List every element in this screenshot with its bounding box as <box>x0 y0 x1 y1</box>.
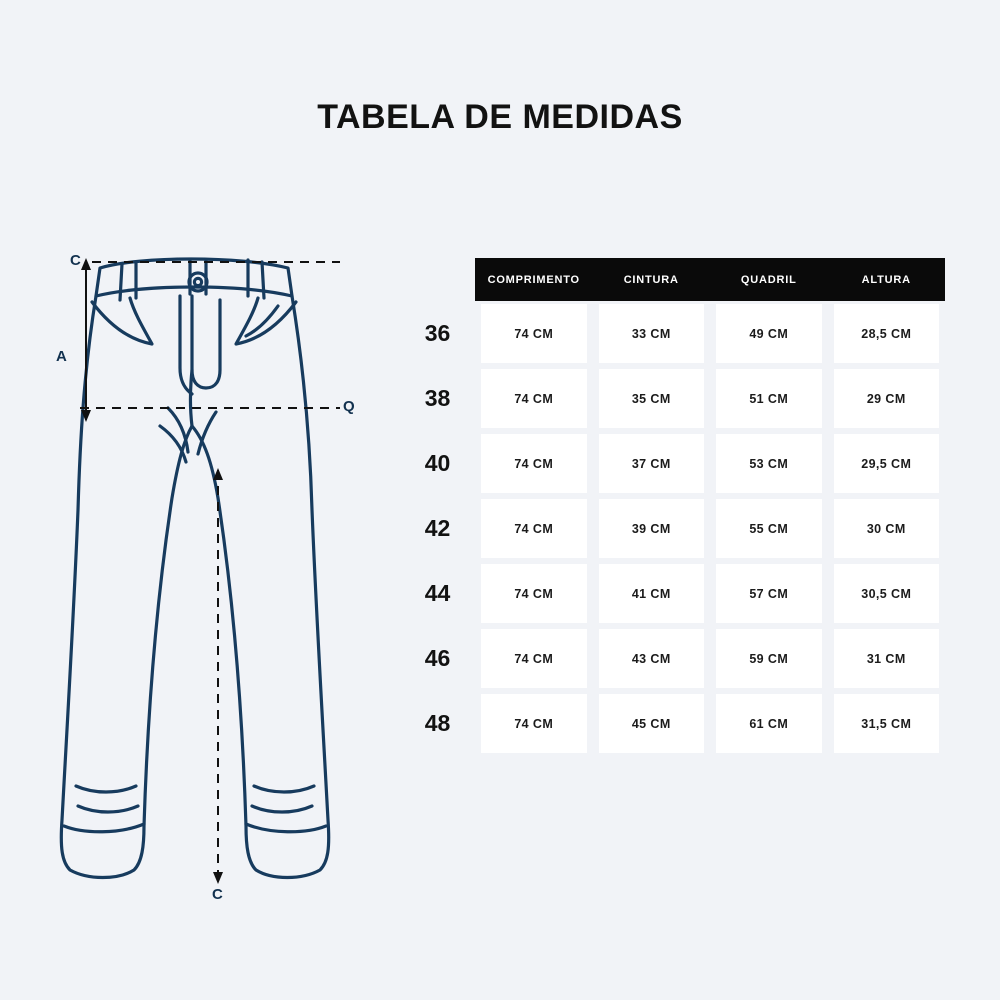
row-size-label: 48 <box>424 710 451 736</box>
cell-cintura: 43 CM <box>599 629 705 688</box>
cell-altura: 29,5 CM <box>834 434 940 493</box>
table-row <box>400 496 945 561</box>
dimension-label-c-top: C <box>70 252 81 269</box>
dimension-label-a-left: A <box>56 348 67 365</box>
cell-comprimento: 74 CM <box>481 694 587 753</box>
cell-quadril: 51 CM <box>716 369 822 428</box>
cell-cintura: 35 CM <box>599 369 705 428</box>
cell-cintura: 41 CM <box>599 564 705 623</box>
row-size-label: 38 <box>424 385 451 411</box>
cell-cintura: 45 CM <box>599 694 705 753</box>
page-title: TABELA DE MEDIDAS <box>317 98 683 136</box>
column-header-quadril: QUADRIL <box>740 273 797 286</box>
row-size-label: 46 <box>424 645 451 671</box>
table-row <box>400 626 945 691</box>
cell-altura: 31,5 CM <box>834 694 940 753</box>
dimension-arrowheads <box>81 258 223 884</box>
cell-comprimento: 74 CM <box>481 434 587 493</box>
column-header-cintura: CINTURA <box>623 273 679 286</box>
row-size-label: 36 <box>424 320 451 346</box>
cell-comprimento: 74 CM <box>481 304 587 363</box>
table-row <box>400 366 945 431</box>
measurements-table <box>400 258 945 756</box>
cell-altura: 28,5 CM <box>834 304 940 363</box>
table-row <box>400 431 945 496</box>
table-header-row <box>475 258 945 301</box>
cell-quadril: 55 CM <box>716 499 822 558</box>
cell-quadril: 49 CM <box>716 304 822 363</box>
cell-quadril: 61 CM <box>716 694 822 753</box>
column-header-comprimento: COMPRIMENTO <box>487 273 580 286</box>
cell-quadril: 57 CM <box>716 564 822 623</box>
cell-altura: 29 CM <box>834 369 940 428</box>
cell-comprimento: 74 CM <box>481 369 587 428</box>
table-row <box>400 301 945 366</box>
cell-comprimento: 74 CM <box>481 629 587 688</box>
table-row <box>400 561 945 626</box>
cell-altura: 30 CM <box>834 499 940 558</box>
dimension-label-q-right: Q <box>343 398 355 415</box>
table-row <box>400 691 945 756</box>
row-size-label: 40 <box>424 450 451 476</box>
row-size-label: 44 <box>424 580 451 606</box>
jeans-technical-drawing-icon <box>40 230 430 920</box>
cell-cintura: 37 CM <box>599 434 705 493</box>
cell-altura: 31 CM <box>834 629 940 688</box>
cell-comprimento: 74 CM <box>481 564 587 623</box>
cell-cintura: 33 CM <box>599 304 705 363</box>
cell-comprimento: 74 CM <box>481 499 587 558</box>
cell-cintura: 39 CM <box>599 499 705 558</box>
cell-quadril: 59 CM <box>716 629 822 688</box>
cell-quadril: 53 CM <box>716 434 822 493</box>
column-header-altura: ALTURA <box>861 273 911 286</box>
cell-altura: 30,5 CM <box>834 564 940 623</box>
jeans-illustration <box>40 230 430 920</box>
row-size-label: 42 <box>424 515 451 541</box>
dimension-label-c-bottom: C <box>212 886 223 903</box>
